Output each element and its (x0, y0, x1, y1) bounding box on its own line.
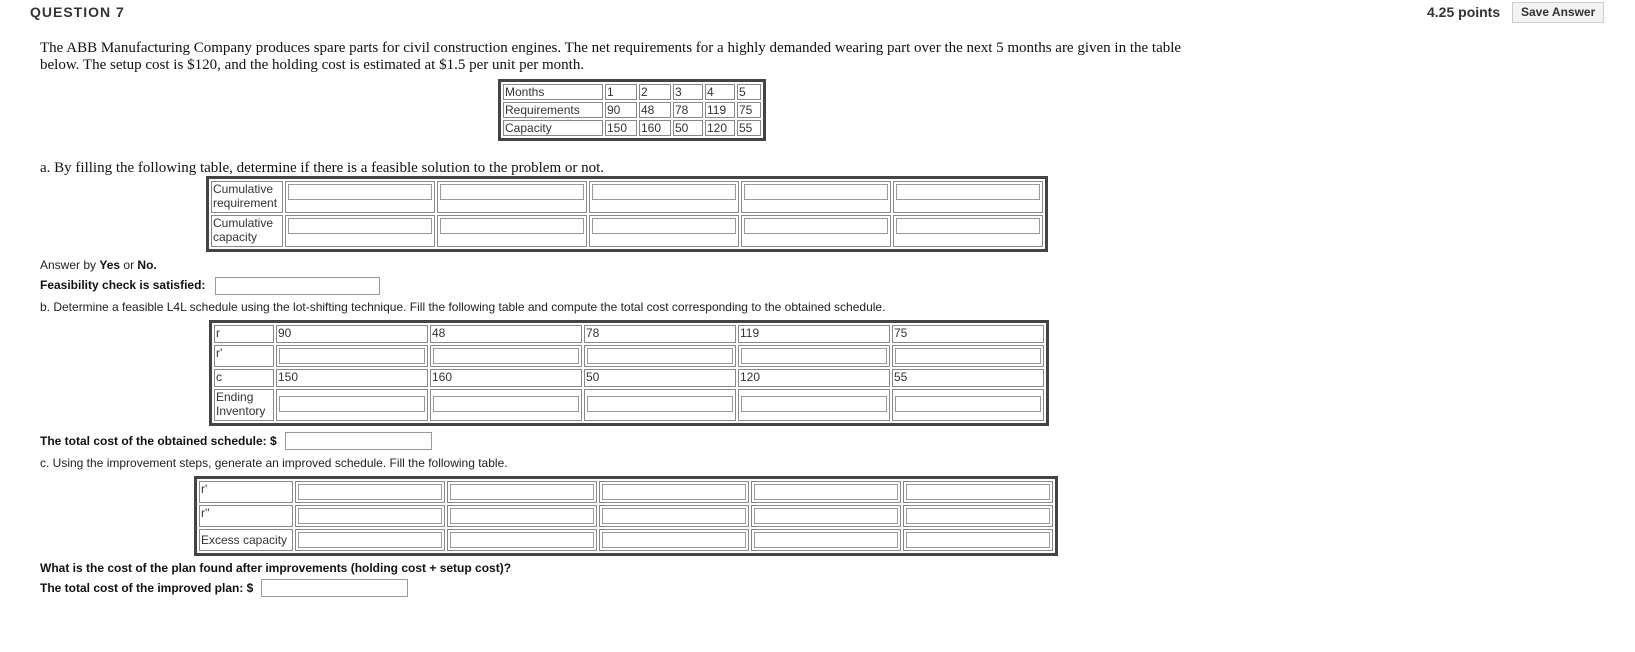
part-c-prompt: c. Using the improvement steps, generate an improved schedule. Fill the following table. (40, 456, 508, 470)
cumulative-requirement-input-1[interactable] (288, 184, 432, 200)
table-cell (295, 529, 445, 551)
ending-inventory-input-4[interactable] (741, 396, 887, 412)
r-prime-input-4[interactable] (741, 348, 887, 364)
table-cell (892, 389, 1044, 421)
table-cell (285, 181, 435, 213)
table-cell (751, 529, 901, 551)
total-cost-row (40, 434, 277, 448)
table-cell (599, 529, 749, 551)
r-double-prime-input-5[interactable] (906, 508, 1050, 524)
table-cell: 119 (738, 325, 890, 343)
table-cell: 48 (639, 102, 671, 118)
table-row (503, 84, 761, 100)
table-cell (738, 389, 890, 421)
table-cell: 90 (276, 325, 428, 343)
table-cell: 1 (605, 84, 637, 100)
table-cell (589, 181, 739, 213)
table-cell: 75 (892, 325, 1044, 343)
improved-cost-question (40, 561, 511, 575)
table-cell (276, 345, 428, 367)
table-cell (892, 345, 1044, 367)
table-cell (437, 181, 587, 213)
improved-r-prime-input-2[interactable] (450, 484, 594, 500)
table-cell (295, 505, 445, 527)
problem-line-1: The ABB Manufacturing Company produces spare parts for civil construction engines. The net requirements for a highly demanded wearing part over the next 5 months are given in the table (40, 40, 1182, 56)
table-row (214, 389, 1044, 421)
excess-capacity-input-5[interactable] (906, 532, 1050, 548)
table-row (503, 102, 761, 118)
r-double-prime-input-1[interactable] (298, 508, 442, 524)
table-cell: 55 (892, 369, 1044, 387)
table-cell: 119 (705, 102, 735, 118)
feasibility-input[interactable] (215, 277, 380, 295)
problem-line-2: below. The setup cost is $120, and the holding cost is estimated at $1.5 per unit per month. (40, 57, 585, 73)
table-cell (741, 215, 891, 247)
table-row (199, 529, 1053, 551)
row-label-r-double-prime: r'' (199, 505, 293, 527)
row-label-r-prime: r' (199, 481, 293, 503)
table-row (211, 181, 1043, 213)
r-prime-input-3[interactable] (587, 348, 733, 364)
part-c-table (194, 476, 1058, 556)
row-label-months: Months (503, 84, 603, 100)
ending-inventory-input-5[interactable] (895, 396, 1041, 412)
table-row (214, 325, 1044, 343)
table-cell (751, 481, 901, 503)
table-cell: 120 (738, 369, 890, 387)
table-cell: 55 (737, 120, 761, 136)
part-b-prompt: b. Determine a feasible L4L schedule using the lot-shifting technique. Fill the following table and compute the total cost corresponding to the obtained schedule. (40, 300, 886, 314)
table-cell (599, 481, 749, 503)
ending-inventory-input-3[interactable] (587, 396, 733, 412)
row-label-r-prime: r' (214, 345, 274, 367)
table-cell (738, 345, 890, 367)
improved-r-prime-input-5[interactable] (906, 484, 1050, 500)
table-cell: 78 (584, 325, 736, 343)
improved-r-prime-input-4[interactable] (754, 484, 898, 500)
table-cell (447, 505, 597, 527)
cumulative-capacity-input-2[interactable] (440, 218, 584, 234)
r-prime-input-1[interactable] (279, 348, 425, 364)
excess-capacity-input-2[interactable] (450, 532, 594, 548)
cumulative-requirement-input-3[interactable] (592, 184, 736, 200)
table-cell: 150 (276, 369, 428, 387)
table-cell: 120 (705, 120, 735, 136)
row-label-cumulative-requirement: Cumulative requirement (211, 181, 283, 213)
table-row (199, 481, 1053, 503)
table-cell (903, 481, 1053, 503)
table-cell (903, 505, 1053, 527)
ending-inventory-input-1[interactable] (279, 396, 425, 412)
total-cost-label: The total cost of the obtained schedule: $ (40, 434, 277, 448)
row-label-c: c (214, 369, 274, 387)
row-label-ending-inventory: Ending Inventory (214, 389, 274, 421)
table-cell: 48 (430, 325, 582, 343)
table-cell (295, 481, 445, 503)
table-cell: 160 (639, 120, 671, 136)
table-cell: 50 (673, 120, 703, 136)
table-cell: 2 (639, 84, 671, 100)
cumulative-requirement-input-5[interactable] (896, 184, 1040, 200)
ending-inventory-input-2[interactable] (433, 396, 579, 412)
r-double-prime-input-2[interactable] (450, 508, 594, 524)
answer-no-text: No. (137, 258, 157, 272)
save-answer-button[interactable]: Save Answer (1512, 2, 1604, 23)
feasibility-row (40, 278, 205, 292)
points-label: 4.25 points (1427, 4, 1501, 20)
table-row (211, 215, 1043, 247)
r-double-prime-input-3[interactable] (602, 508, 746, 524)
cumulative-capacity-input-4[interactable] (744, 218, 888, 234)
table-row (214, 345, 1044, 367)
table-cell (276, 389, 428, 421)
r-double-prime-input-4[interactable] (754, 508, 898, 524)
table-cell: 75 (737, 102, 761, 118)
row-label-requirements: Requirements (503, 102, 603, 118)
table-cell (751, 505, 901, 527)
cumulative-requirement-input-2[interactable] (440, 184, 584, 200)
row-label-capacity: Capacity (503, 120, 603, 136)
table-cell (599, 505, 749, 527)
r-prime-input-2[interactable] (433, 348, 579, 364)
cumulative-capacity-input-5[interactable] (896, 218, 1040, 234)
table-cell (893, 181, 1043, 213)
total-cost-input[interactable] (285, 432, 432, 450)
table-cell: 160 (430, 369, 582, 387)
cumulative-capacity-input-3[interactable] (592, 218, 736, 234)
table-row (199, 505, 1053, 527)
row-label-excess-capacity: Excess capacity (199, 529, 293, 551)
part-a-prompt: a. By filling the following table, determine if there is a feasible solution to the problem or not. (40, 160, 605, 176)
part-b-table (209, 320, 1049, 426)
table-cell: 150 (605, 120, 637, 136)
requirements-table (498, 79, 766, 141)
answer-or-text: or (120, 258, 138, 272)
table-cell (430, 345, 582, 367)
table-row (503, 120, 761, 136)
table-cell (584, 389, 736, 421)
table-cell (437, 215, 587, 247)
improved-r-prime-input-3[interactable] (602, 484, 746, 500)
answer-instruction (40, 258, 157, 272)
improved-total-row (40, 581, 253, 595)
answer-by-text: Answer by (40, 258, 100, 272)
table-cell (285, 215, 435, 247)
table-cell: 3 (673, 84, 703, 100)
part-a-table (206, 176, 1048, 252)
question-title: QUESTION 7 (30, 4, 125, 20)
row-label-cumulative-capacity: Cumulative capacity (211, 215, 283, 247)
excess-capacity-input-3[interactable] (602, 532, 746, 548)
table-cell: 4 (705, 84, 735, 100)
improved-total-input[interactable] (261, 579, 408, 597)
improved-r-prime-input-1[interactable] (298, 484, 442, 500)
r-prime-input-5[interactable] (895, 348, 1041, 364)
excess-capacity-input-4[interactable] (754, 532, 898, 548)
excess-capacity-input-1[interactable] (298, 532, 442, 548)
cumulative-requirement-input-4[interactable] (744, 184, 888, 200)
improved-cost-question-text: What is the cost of the plan found after improvements (holding cost + setup cost)? (40, 561, 512, 575)
improved-total-label: The total cost of the improved plan: $ (40, 581, 254, 595)
cumulative-capacity-input-1[interactable] (288, 218, 432, 234)
table-cell (893, 215, 1043, 247)
feasibility-label: Feasibility check is satisfied: (40, 278, 206, 292)
table-cell: 5 (737, 84, 761, 100)
table-cell (589, 215, 739, 247)
table-cell (584, 345, 736, 367)
table-cell (430, 389, 582, 421)
table-cell (903, 529, 1053, 551)
table-cell: 50 (584, 369, 736, 387)
answer-yes-text: Yes (99, 258, 121, 272)
problem-statement (40, 40, 1290, 74)
row-label-r: r (214, 325, 274, 343)
table-cell (447, 529, 597, 551)
table-cell (447, 481, 597, 503)
table-cell (741, 181, 891, 213)
table-row (214, 369, 1044, 387)
table-cell: 90 (605, 102, 637, 118)
table-cell: 78 (673, 102, 703, 118)
